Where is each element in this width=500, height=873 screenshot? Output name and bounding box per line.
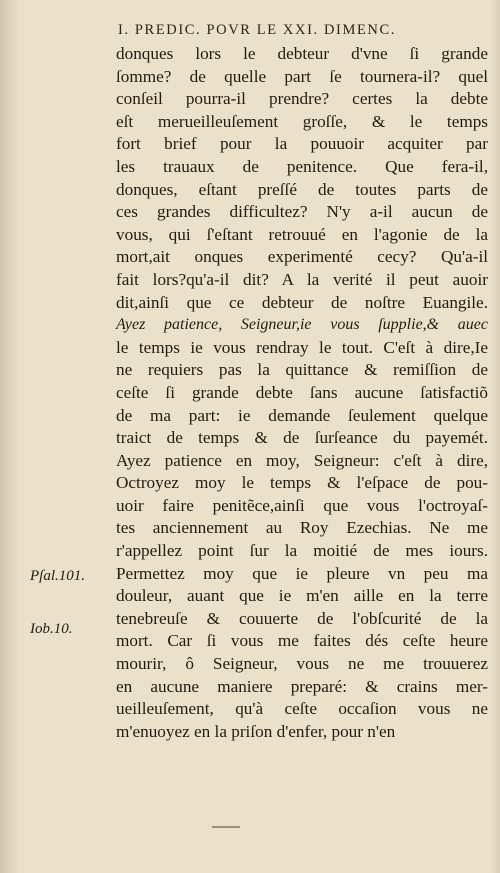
text-line: le temps ie vous rendray le tout. C'eſt à dire,Ie	[116, 337, 488, 357]
text-line: ueilleuſement, qu'à ceſte occaſion vous ne	[116, 699, 488, 719]
text-line: de ma part: ie demande ſeulement quelque	[116, 405, 488, 425]
italic-quote-line: Ayez patience, Seigneur,ie vous ſupplie,& auec	[116, 316, 488, 334]
text-line: en aucune maniere preparé: & crains mer-	[116, 676, 488, 696]
text-line: traict de temps & de ſurſeance du payemét.	[116, 428, 488, 448]
text-line: douleur, auant que ie m'en aille en la terre	[116, 586, 488, 606]
text-line: Permettez moy que ie pleure vn peu ma	[116, 563, 488, 583]
text-line: mort. Car ſi vous me faites dés ceſte heure	[116, 631, 488, 651]
text-line: ceſte ſi grande debte ſans aucune ſatisfactiõ	[116, 382, 488, 402]
text-line: ſomme? de quelle part ſe tournera-il? quel	[116, 66, 488, 86]
page-bottom-mark	[212, 826, 240, 828]
text-line: vous, qui ſ'eſtant retrouué en l'agonie de la	[116, 224, 488, 244]
margin-note-psalm: Pſal.101.	[30, 568, 85, 584]
text-line: m'enuoyez en la priſon d'enfer, pour n'en	[116, 721, 396, 741]
text-line: fort brief pour la pouuoir acquiter par	[116, 134, 488, 154]
margin-note-job: Iob.10.	[30, 621, 73, 637]
text-line: conſeil pourra-il prendre? certes la debte	[116, 89, 488, 109]
text-line: ces grandes difficultez? N'y a-il aucun de	[116, 202, 488, 222]
running-head: I. PREDIC. POVR LE XXI. DIMENC.	[118, 22, 396, 38]
text-line: Octroyez moy le temps & l'eſpace de pou-	[116, 473, 488, 493]
text-line: ne requiers pas la quittance & remiſſion de	[116, 360, 488, 380]
text-line: les trauaux de penitence. Que fera-il,	[116, 156, 488, 176]
text-line: mort,ait onques experimenté cecy? Qu'a-il	[116, 247, 488, 267]
body-text	[116, 43, 488, 743]
text-line: Ayez patience en moy, Seigneur: c'eſt à dire,	[116, 450, 488, 470]
text-line: mourir, ô Seigneur, vous ne me trouuerez	[116, 654, 488, 674]
text-line: tenebreuſe & couuerte de l'obſcurité de la	[116, 608, 488, 628]
text-line: dit,ainſi que ce debteur de noſtre Euangile.	[116, 292, 488, 312]
text-line: tes anciennement au Roy Ezechias. Ne me	[116, 518, 488, 538]
text-line: r'appellez point ſur la moitié de mes iours.	[116, 541, 488, 561]
text-line: fait lors?qu'a-il dit? A la verité il peut auoir	[116, 269, 488, 289]
text-line: donques lors le debteur d'vne ſi grande	[116, 44, 488, 63]
text-line: donques, eſtant preſſé de toutes parts de	[116, 179, 488, 199]
text-line: uoir faire penitẽce,ainſi que vous l'octroyaſ-	[116, 495, 488, 515]
text-line: eſt merueilleuſement groſſe, & le temps	[116, 111, 488, 131]
